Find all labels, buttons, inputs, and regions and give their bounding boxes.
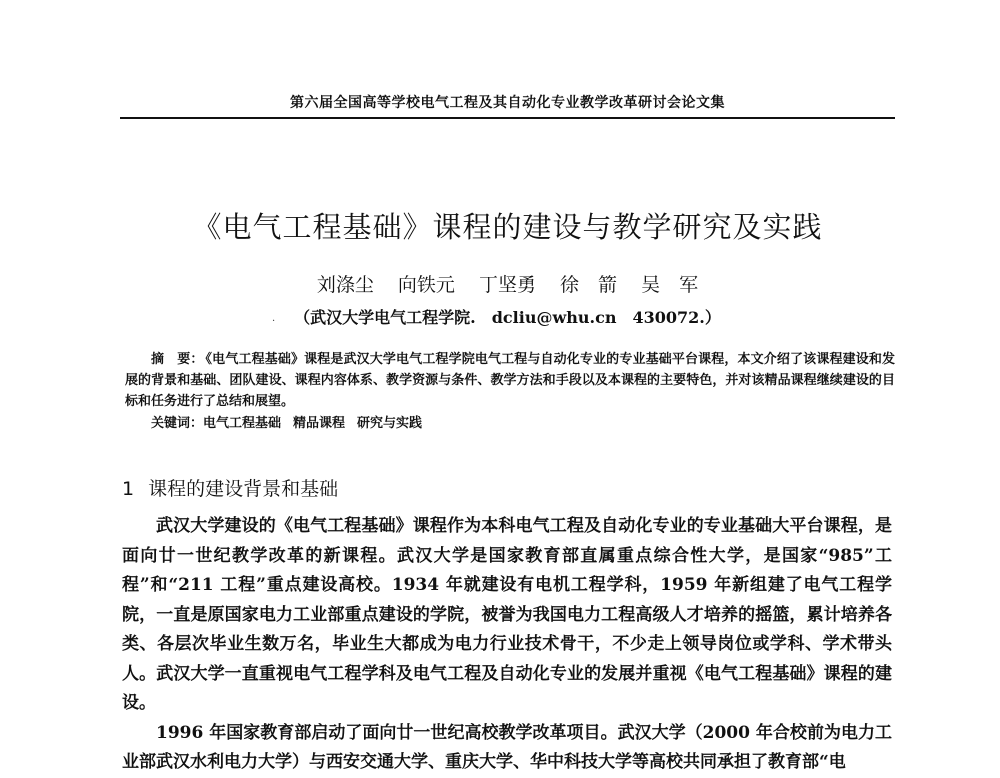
scan-speck: · [272,316,276,327]
abstract-text: 《电气工程基础》课程是武汉大学电气工程学院电气工程与自动化专业的专业基础平台课程，本文介绍了该课程建设和发展的背景和基础、团队建设、课程内容体系、教学资源与条件、教学方法和手段以及本课程的主要特色，并对该精品课程继续建设的目标和任务进行了总结和展望。 [125,352,895,409]
author-list [120,270,895,297]
keyword: 电气工程基础 [203,416,282,431]
author-name: 向铁元 [397,274,455,296]
header-rule [120,117,895,119]
running-header: 第六届全国高等学校电气工程及其自动化专业教学改革研讨会论文集 [290,95,725,111]
keyword: 研究与实践 [357,416,423,431]
keywords [151,413,891,434]
keyword: 精品课程 [293,416,346,431]
paragraph: 武汉大学建设的《电气工程基础》课程作为本科电气工程及自动化专业的专业基础大平台课程，是面向廿一世纪教学改革的新课程。武汉大学是国家教育部直属重点综合性大学，是国家“985”工程”和“211 工程”重点建设高校。1934 年就建设有电机工程学科，1959 年新组建了电气工程学院，一直是原国家电力工业部重点建设的学院，被誉为我国电力工程高级人才培养的摇篮，累计培养各类、各层次毕业生数万名，毕业生大都成为电力行业技术骨干，不少走上领导岗位或学科、学术带头人。武汉大学一直重视电气工程学科及电气工程及自动化专业的发展并重视《电气工程基础》课程的建设。 [122,516,892,713]
abstract-label: 摘 要： [151,352,204,367]
abstract [125,349,895,412]
section-title: 课程的建设背景和基础 [148,478,339,500]
paragraph: 1996 年国家教育部启动了面向廿一世纪高校教学改革项目。武汉大学（2000 年合校前为电力工业部武汉水利电力大学）与西安交通大学、重庆大学、华中科技大学等高校共同承担了教育部“电 [122,722,892,772]
section-number: 1 [122,478,135,500]
keywords-label: 关键词： [151,416,204,431]
body-text [122,512,892,778]
author-name: 刘涤尘 [316,274,374,296]
author-name: 徐 箭 [560,274,618,296]
author-name: 丁坚勇 [478,274,536,296]
section-heading [122,474,892,501]
paper-title: 《电气工程基础》课程的建设与教学研究及实践 [192,210,823,244]
affiliation: （武汉大学电气工程学院. dcliu@whu.cn 430072.） [294,308,721,327]
author-name: 吴 军 [641,274,699,296]
